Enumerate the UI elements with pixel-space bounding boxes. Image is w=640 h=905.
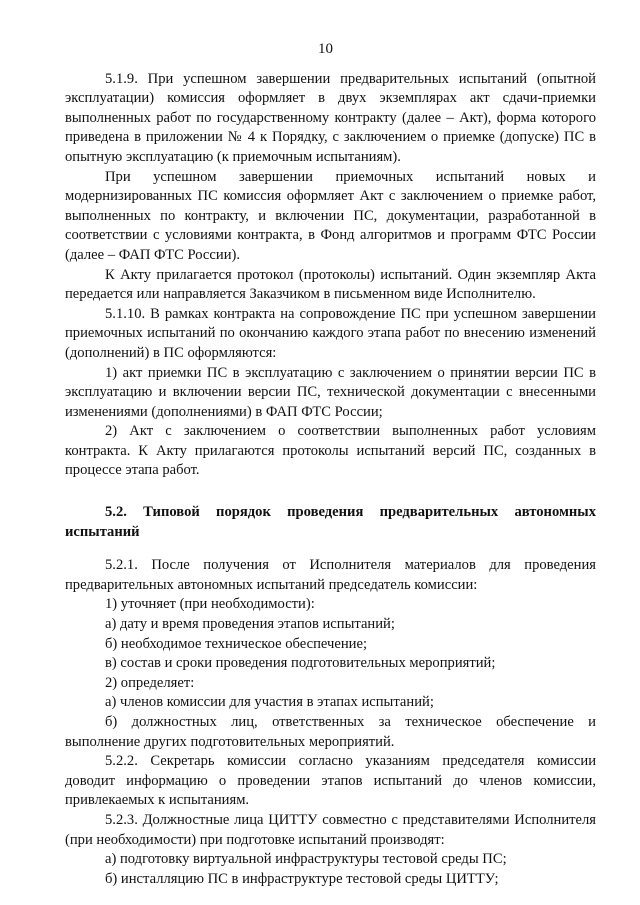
section-heading-5-2: 5.2. Типовой порядок проведения предварительных автономных испытаний <box>65 504 596 540</box>
list-item-clarifies: 1) уточняет (при необходимости): <box>105 596 315 613</box>
list-item-commission-members: а) членов комиссии для участия в этапах испытаний; <box>105 694 434 711</box>
paragraph-5-2-1: 5.2.1. После получения от Исполнителя материалов для проведения предварительных автономных испытаний председатель комиссии: <box>65 557 596 593</box>
paragraph-5-1-9: 5.1.9. При успешном завершении предварительных испытаний (опытной эксплуатации) комиссия оформляет в двух экземплярах акт сдачи-приемки выполненных работ по государственному контракту (далее – Акт), форма которого приведена в приложении № 4 к Порядку, с заключением о приемке (допуске) ПС в опытную эксплуатацию (к приемочным испытаниям). <box>65 70 596 165</box>
list-item-responsible-officials: б) должностных лиц, ответственных за техническое обеспечение и выполнение других подготовительных мероприятий. <box>65 714 596 750</box>
list-item-determines: 2) определяет: <box>105 674 195 691</box>
page-number: 10 <box>318 41 333 57</box>
list-item-preparatory-measures: в) состав и сроки проведения подготовительных мероприятий; <box>105 655 496 672</box>
list-item-acceptance-act: 1) акт приемки ПС в эксплуатацию с заключением о принятии версии ПС в эксплуатацию и включении версии ПС, технической документации с внесенными изменениями (дополнениями) в ФАП ФТС России; <box>65 364 596 420</box>
paragraph-5-2-2: 5.2.2. Секретарь комиссии согласно указаниям председателя комиссии доводит информацию о проведении этапов испытаний до членов комиссии, привлекаемых к испытаниям. <box>65 753 596 809</box>
paragraph-protocol-attachment: К Акту прилагается протокол (протоколы) испытаний. Один экземпляр Акта передается или направляется Заказчиком в письменном виде Исполнителю. <box>65 266 596 303</box>
list-item-installation: б) инсталляцию ПС в инфраструктуре тестовой среды ЦИТТУ; <box>105 870 499 887</box>
list-item-technical-support: б) необходимое техническое обеспечение; <box>105 635 368 652</box>
list-item-date-time: а) дату и время проведения этапов испытаний; <box>105 616 395 633</box>
paragraph-5-1-10: 5.1.10. В рамках контракта на сопровождение ПС при успешном завершении приемочных испытаний по окончанию каждого этапа работ по внесению изменений (дополнений) в ПС оформляются: <box>65 305 596 361</box>
list-item-compliance-act: 2) Акт с заключением о соответствии выполненных работ условиям контракта. К Акту прилагаются протоколы испытаний версий ПС, созданных в процессе этапа работ. <box>65 423 596 479</box>
list-item-virtual-infrastructure: а) подготовку виртуальной инфраструктуры тестовой среды ПС; <box>105 851 507 868</box>
paragraph-acceptance-new-modernized: При успешном завершении приемочных испытаний новых и модернизированных ПС комиссия оформляет Акт с заключением о приемке работ, выполненных по контракту, и включении ПС, документации, разработанной в соответствии с условиями контракта, в Фонд алгоритмов и программ ФТС России (далее – ФАП ФТС России). <box>65 168 596 263</box>
paragraph-5-2-3: 5.2.3. Должностные лица ЦИТТУ совместно с представителями Исполнителя (при необходимости) при подготовке испытаний производят: <box>65 811 596 848</box>
